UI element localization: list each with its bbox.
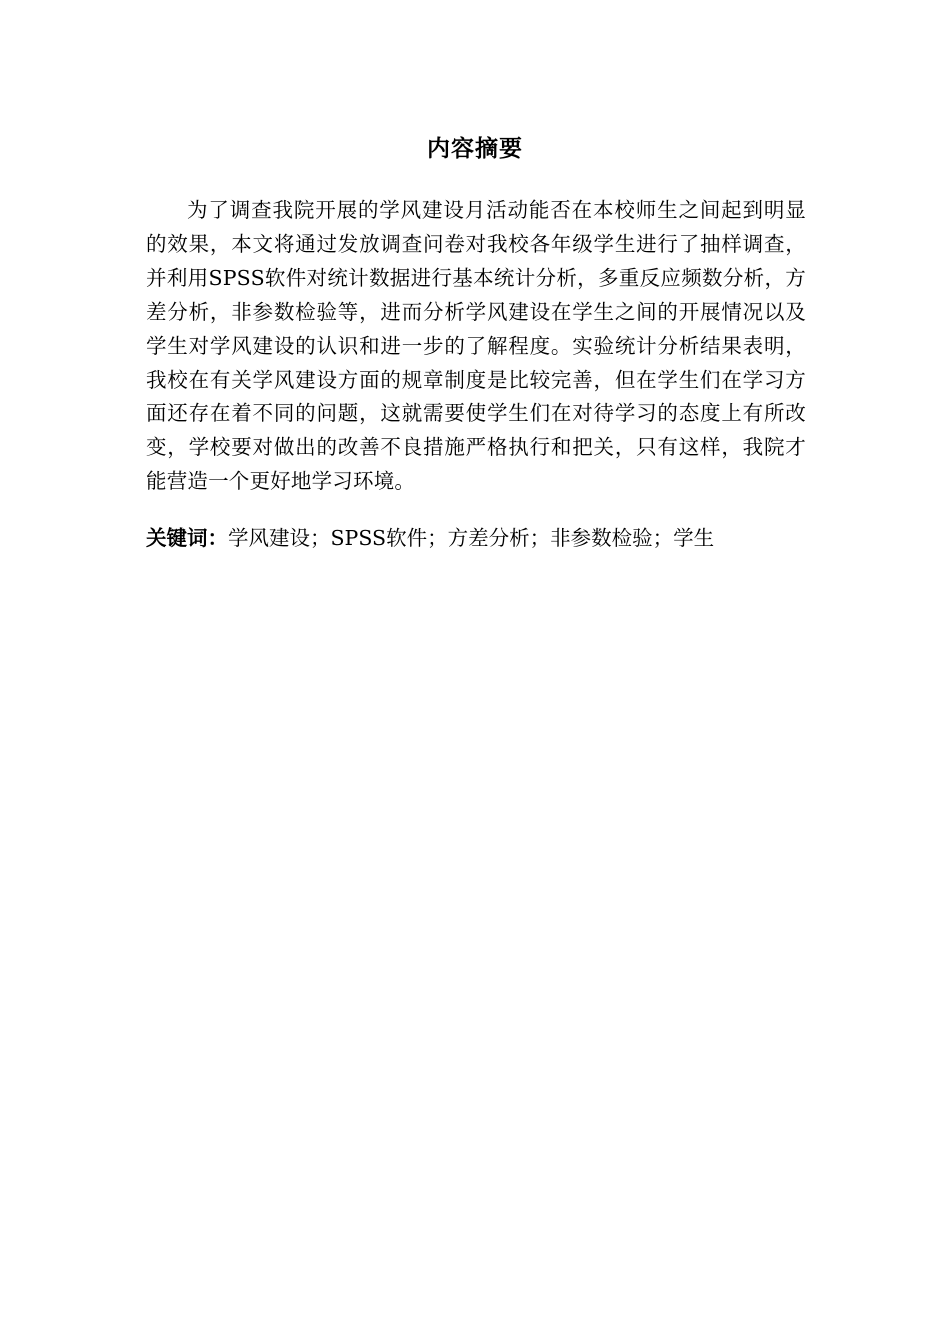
abstract-title: 内容摘要	[427, 136, 523, 162]
abstract-paragraph: 为了调查我院开展的学风建设月活动能否在本校师生之间起到明显的效果，本文将通过发放调查问卷对我校各年级学生进行了抽样调查，并利用SPSS软件对统计数据进行基本统计分析，多重反应频数分析，方差分析，非参数检验等，进而分析学风建设在学生之间的开展情况以及学生对学风建设的认识和进一步的了解程度。实验统计分析结果表明，我校在有关学风建设方面的规章制度是比较完善，但在学生们在学习方面还存在着不同的问题，这就需要使学生们在对待学习的态度上有所改变，学校要对做出的改善不良措施严格执行和把关，只有这样，我院才能营造一个更好地学习环境。	[146, 198, 806, 494]
keywords-list: 学风建设；SPSS软件；方差分析；非参数检验；学生	[228, 526, 715, 550]
keywords-line	[146, 521, 806, 555]
keywords-label: 关键词：	[146, 526, 228, 550]
